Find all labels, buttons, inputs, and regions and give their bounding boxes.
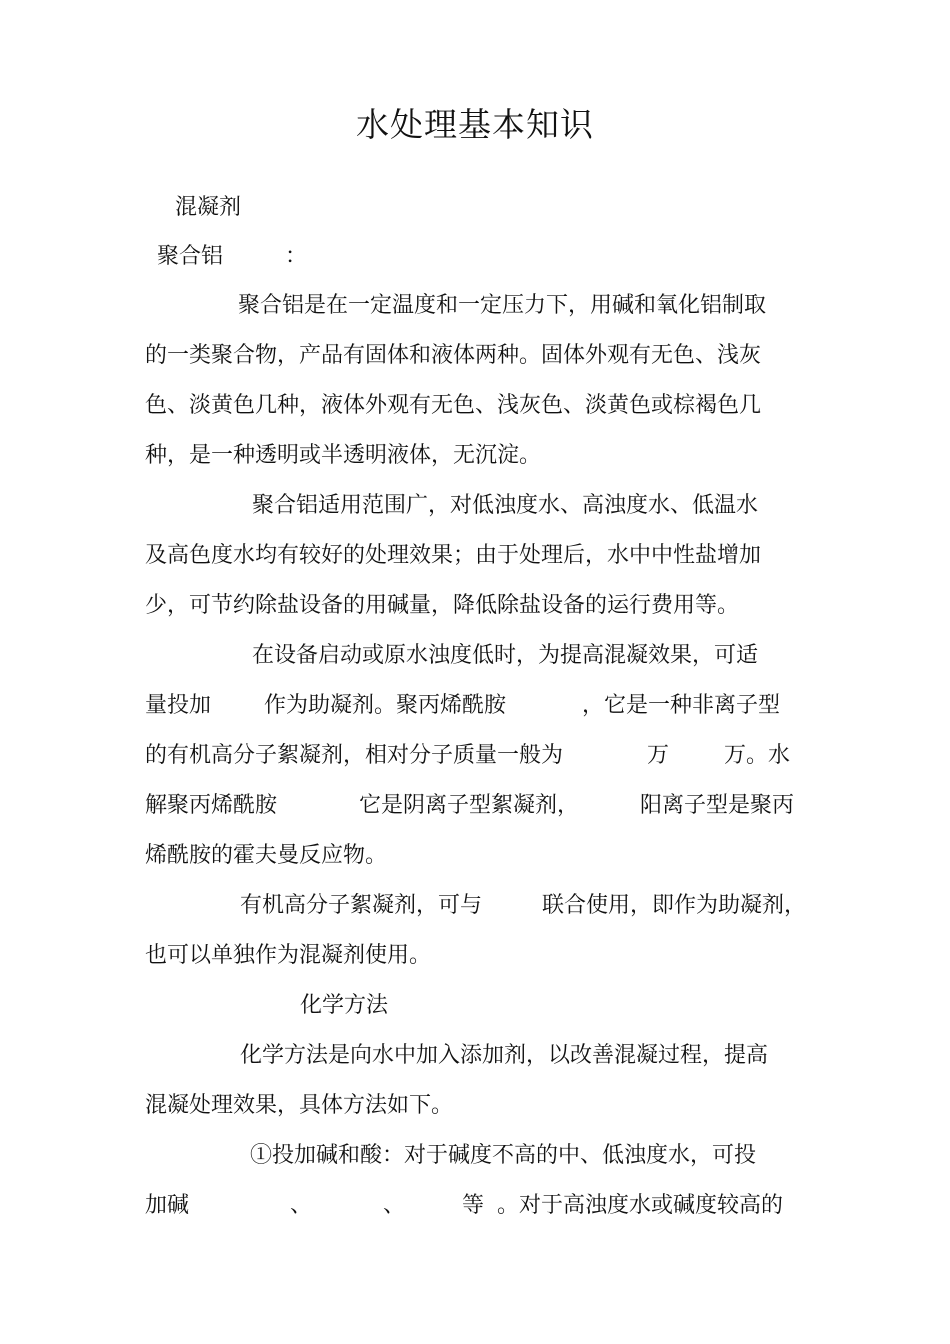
p6-line-1: ①投加碱和酸：对于碱度不高的中、低浊度水，可投: [250, 1143, 757, 1168]
p4-line-1a: 有机高分子絮凝剂，可与: [240, 893, 483, 918]
p2-line-1: 聚合铝适用范围广，对低浊度水、高浊度水、低温水: [252, 493, 759, 518]
p1-line-4: 种，是一种透明或半透明液体，无沉淀。: [145, 443, 542, 468]
p3-line-3c: 万。水: [724, 743, 791, 768]
p2-line-2: 及高色度水均有较好的处理效果；由于处理后，水中中性盐增加: [145, 543, 762, 568]
p3-line-5: 烯酰胺的霍夫曼反应物。: [145, 843, 388, 868]
p5-line-1: 化学方法是向水中加入添加剂，以改善混凝过程，提高: [240, 1043, 769, 1068]
p3-line-1: 在设备启动或原水浊度低时，为提高混凝效果，可适: [252, 643, 759, 668]
p5-line-2: 混凝处理效果，具体方法如下。: [145, 1093, 454, 1118]
heading-coagulant: 混凝剂: [175, 195, 242, 220]
document-title: 水处理基本知识: [356, 105, 594, 144]
p3-line-4c: 阳离子型是聚丙: [640, 793, 795, 818]
p3-line-3a: 的有机高分子絮凝剂，相对分子质量一般为: [145, 743, 564, 768]
p6-line-2b: 、: [290, 1193, 313, 1218]
p4-line-1b: 联合使用，即作为助凝剂，: [542, 893, 807, 918]
p3-line-2c: ，它是一种非离子型: [582, 693, 781, 718]
p2-line-3: 少，可节约除盐设备的用碱量，降低除盐设备的运行费用等。: [145, 593, 740, 618]
p3-line-4b: 它是阴离子型絮凝剂，: [359, 793, 580, 818]
p1-line-3: 色、淡黄色几种，液体外观有无色、浅灰色、淡黄色或棕褐色几: [145, 393, 762, 418]
pac-colon: ：: [285, 244, 308, 269]
p3-line-2b: 作为助凝剂。聚丙烯酰胺: [264, 693, 507, 718]
pac-label: 聚合铝: [157, 244, 224, 269]
p1-line-2: 的一类聚合物，产品有固体和液体两种。固体外观有无色、浅灰: [145, 343, 762, 368]
p3-line-2a: 量投加: [145, 693, 212, 718]
p6-line-2d: 等: [462, 1193, 485, 1218]
heading-chemical-method: 化学方法: [300, 993, 389, 1018]
p3-line-3b: 万: [647, 743, 670, 768]
p4-line-2: 也可以单独作为混凝剂使用。: [145, 943, 432, 968]
p6-line-2e: 。对于高浊度水或碱度较高的: [497, 1193, 784, 1218]
p6-line-2a: 加碱: [145, 1193, 190, 1218]
p6-line-2c: 、: [383, 1193, 406, 1218]
p3-line-4a: 解聚丙烯酰胺: [145, 793, 278, 818]
p1-line-1: 聚合铝是在一定温度和一定压力下，用碱和氧化铝制取: [238, 293, 767, 318]
